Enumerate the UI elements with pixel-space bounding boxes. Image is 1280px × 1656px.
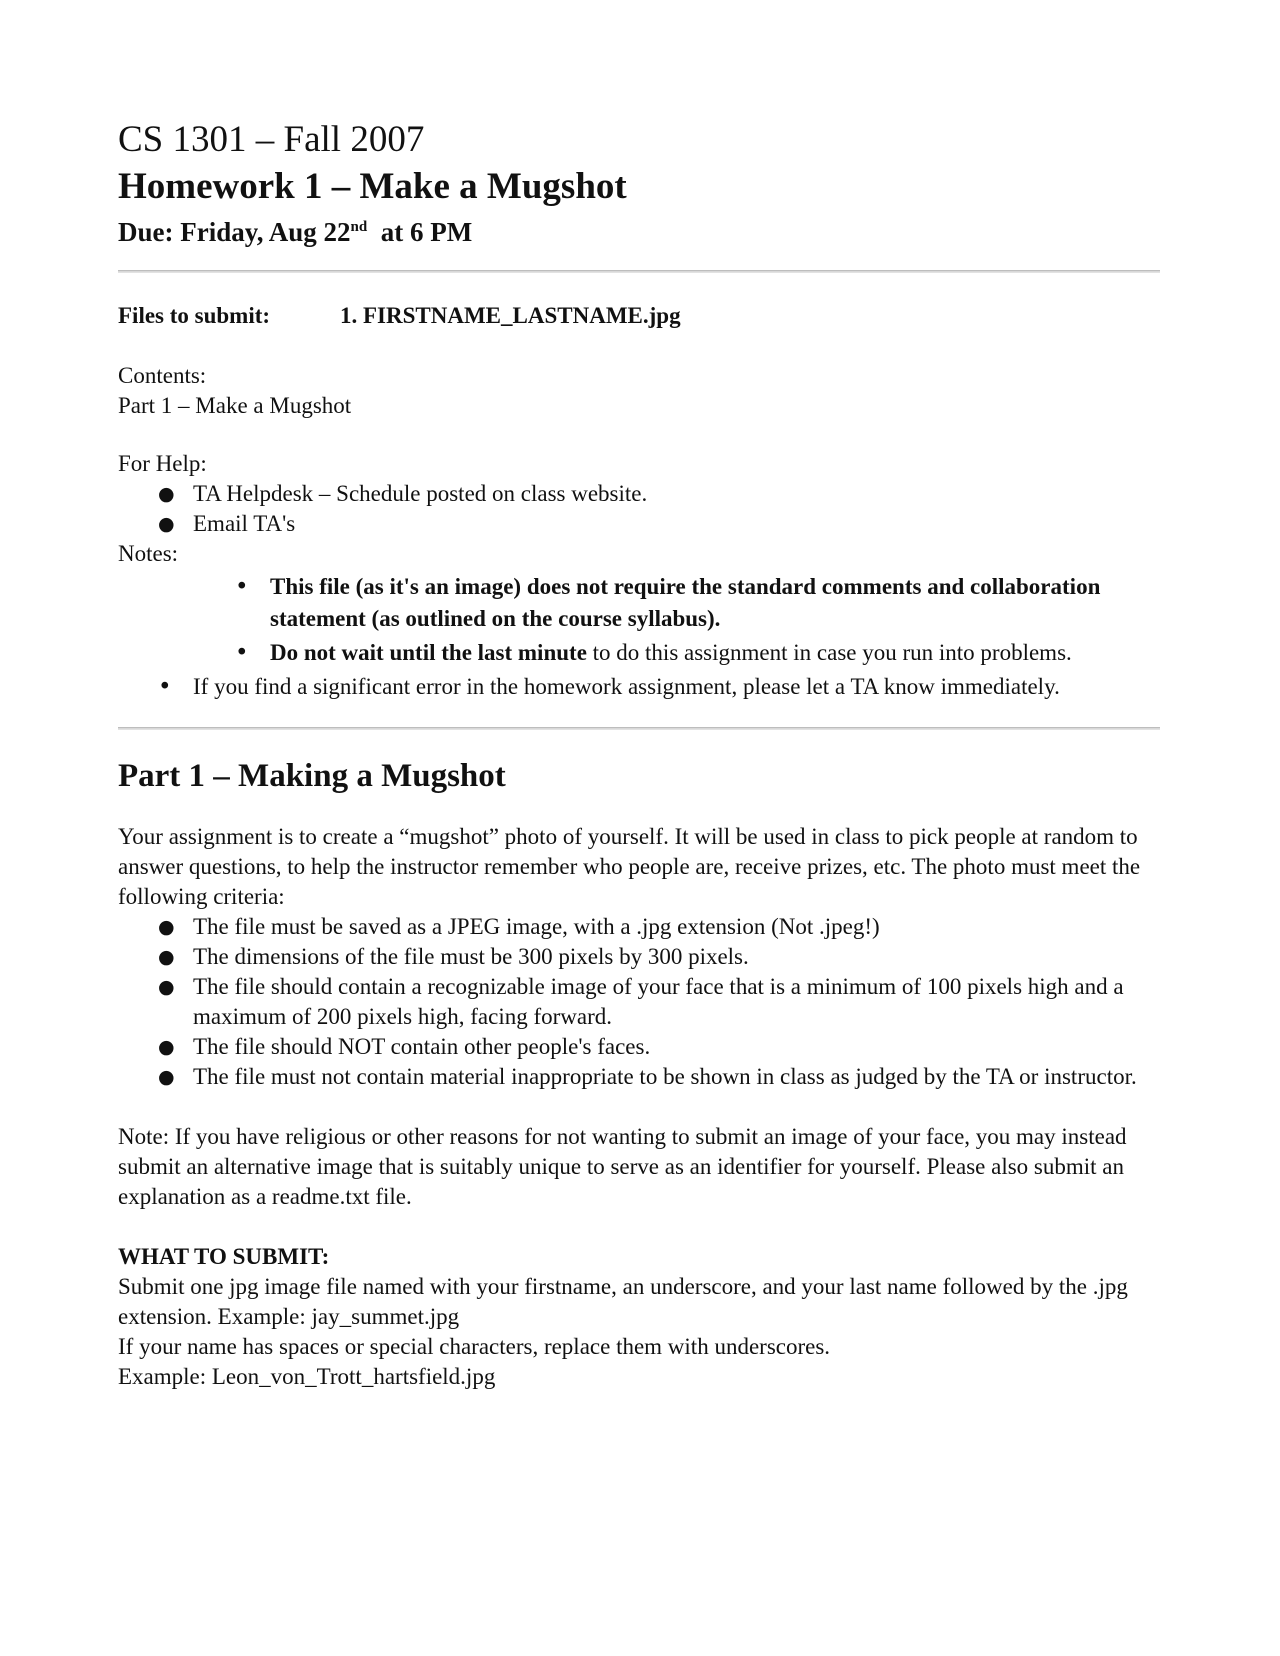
criteria-item: ● The file should contain a recognizable image of your face that is a minimum of 100 pixels high and a maximum of 200 pixels high, facing forward. (118, 972, 1160, 1032)
notes-section (118, 539, 1160, 703)
files-label: Files to submit: (118, 303, 271, 328)
help-list (118, 479, 1160, 539)
notes-list (118, 571, 1160, 703)
due-date (118, 214, 1160, 250)
note-text: This file (as it's an image) does not require the standard comments and collaboration statement (as outlined on the course syllabus). (270, 574, 1101, 631)
document-page (118, 118, 1160, 1392)
note-text: If you find a significant error in the homework assignment, please let a TA know immediately. (193, 674, 1060, 699)
submit-heading: WHAT TO SUBMIT: (118, 1244, 330, 1269)
homework-title: Homework 1 – Make a Mugshot (118, 166, 627, 207)
criteria-list (118, 912, 1160, 1092)
due-date-time: at 6 PM (367, 217, 473, 247)
help-label: For Help: (118, 451, 207, 476)
note-bold-text: Do not wait until the last minute (270, 640, 587, 665)
part1-note: Note: If you have religious or other reasons for not wanting to submit an image of your face, you may instead submit an alternative image that is suitably unique to serve as an identifier for yourself. Please also submit an explanation as a readme.txt file. (118, 1124, 1127, 1209)
note-item (118, 671, 1160, 703)
part1-title: Part 1 – Making a Mugshot (118, 758, 506, 794)
files-value: 1. FIRSTNAME_LASTNAME.jpg (340, 303, 681, 328)
submit-line: Submit one jpg image file named with your firstname, an underscore, and your last name followed by the .jpg extension. Example: jay_summet.jpg (118, 1274, 1128, 1329)
contents-label: Contents: (118, 363, 207, 388)
help-item: ● Email TA's (118, 509, 1160, 539)
part1-intro: Your assignment is to create a “mugshot” photo of yourself. It will be used in class to pick people at random to answer questions, to help the instructor remember who people are, receive prizes, etc. The photo must meet the following criteria: (118, 824, 1141, 909)
divider-bottom (118, 727, 1160, 730)
criteria-item: ● The file should NOT contain other people's faces. (118, 1032, 1160, 1062)
course-title: CS 1301 – Fall 2007 (118, 119, 425, 160)
submit-line: If your name has spaces or special characters, replace them with underscores. (118, 1334, 831, 1359)
contents-section (118, 361, 1160, 421)
help-section (118, 449, 1160, 539)
help-item: ● TA Helpdesk – Schedule posted on class website. (118, 479, 1160, 509)
due-date-suffix: nd (350, 219, 368, 235)
note-item (118, 571, 1160, 635)
criteria-item: ● The file must not contain material inappropriate to be shown in class as judged by the TA or instructor. (118, 1062, 1160, 1092)
submit-example: Example: Leon_von_Trott_hartsfield.jpg (118, 1364, 496, 1389)
notes-label: Notes: (118, 541, 179, 566)
criteria-item: ● The dimensions of the file must be 300 pixels by 300 pixels. (118, 942, 1160, 972)
due-date-text: Due: Friday, Aug 22 (118, 217, 351, 247)
criteria-item: ● The file must be saved as a JPEG image, with a .jpg extension (Not .jpeg!) (118, 912, 1160, 942)
contents-item: Part 1 – Make a Mugshot (118, 393, 352, 418)
note-item (118, 637, 1160, 669)
divider-top (118, 270, 1160, 273)
files-to-submit (118, 301, 1160, 331)
note-text: to do this assignment in case you run into problems. (586, 640, 1072, 665)
